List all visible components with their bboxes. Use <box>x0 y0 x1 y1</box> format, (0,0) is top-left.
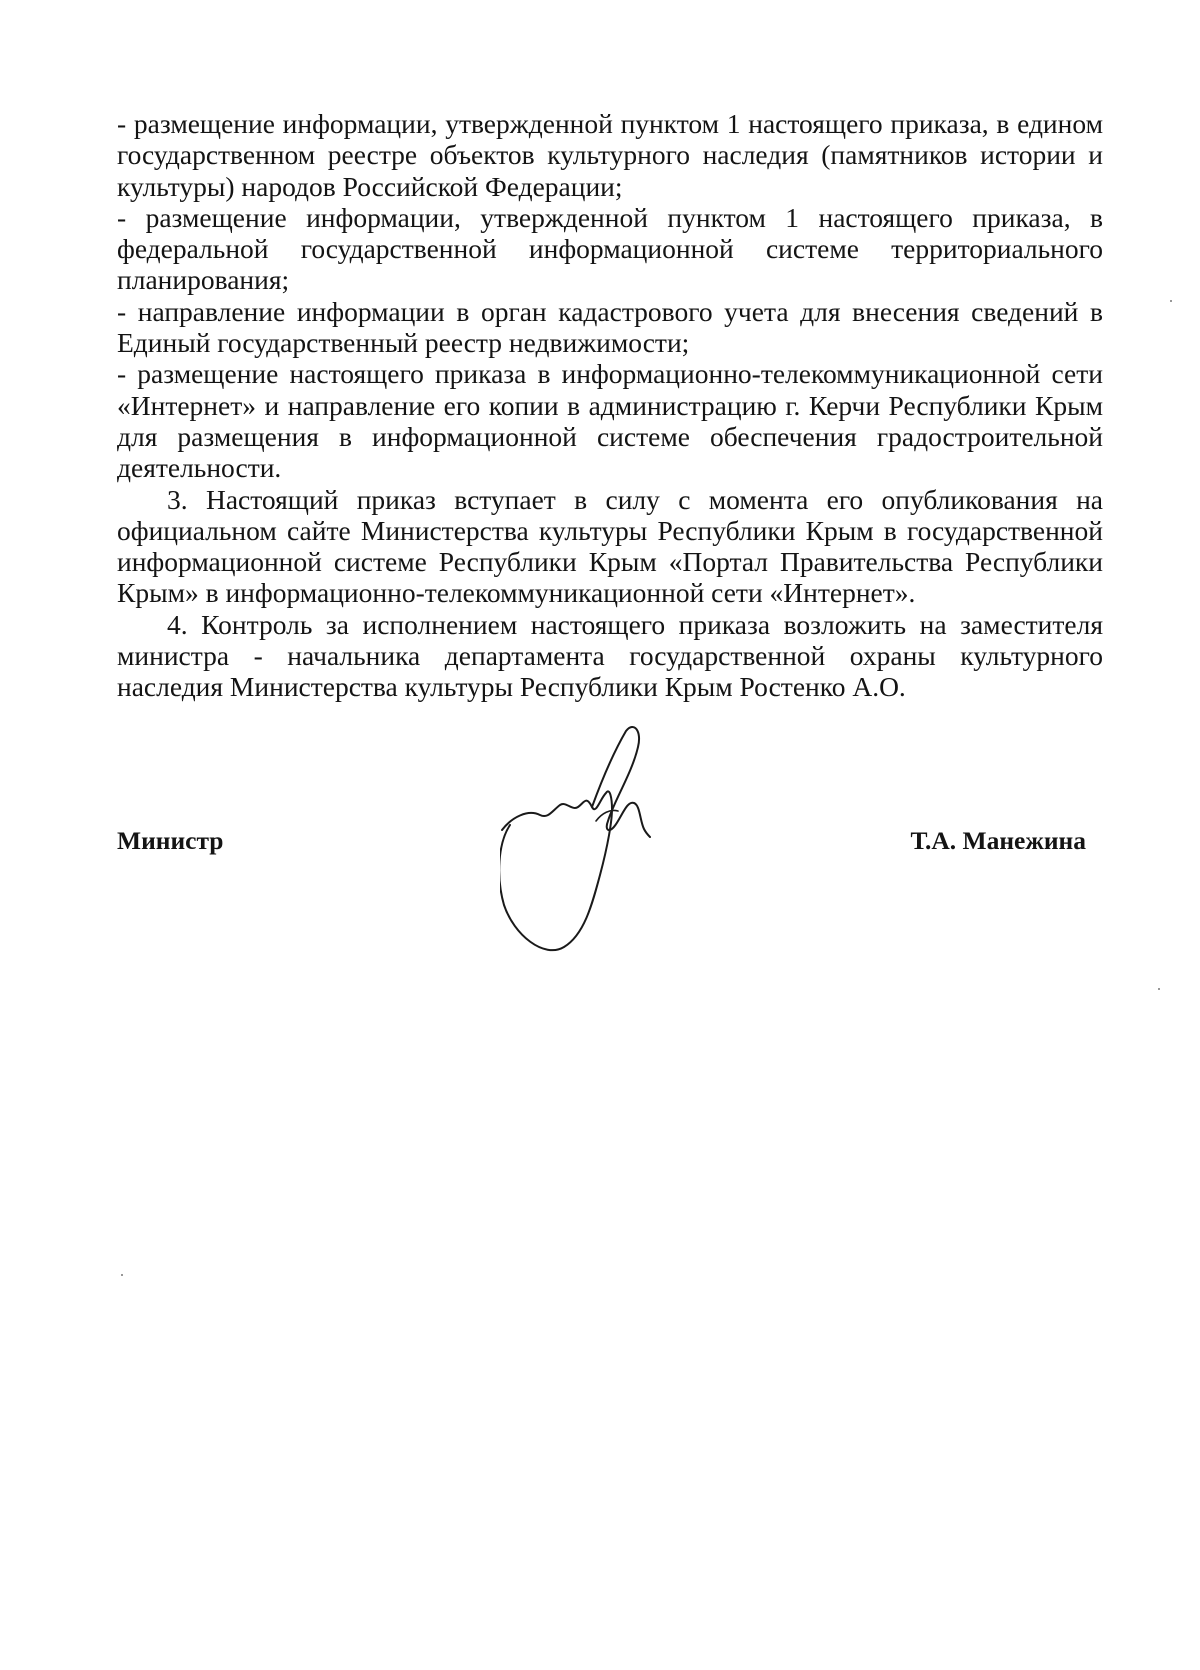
scan-speck <box>1158 988 1160 990</box>
scan-speck <box>121 1274 123 1276</box>
handwritten-signature <box>500 725 710 975</box>
document-body <box>117 108 1103 703</box>
paragraph-cadastral: - направление информации в орган кадастрового учета для внесения сведений в Единый государственный реестр недвижимости; <box>117 295 1103 359</box>
paragraph-item-3: 3. Настоящий приказ вступает в силу с момента его опубликования на официальном сайте Министерства культуры Республики Крым в государственной информационной системе Республики Крым «Портал Правительства Республики Крым» в информационно-телекоммуникационной сети «Интернет». <box>117 483 1103 609</box>
paragraph-internet: - размещение настоящего приказа в информационно-телекоммуникационной сети «Интернет» и направление его копии в администрацию г. Керчи Республики Крым для размещения в информационной системе обеспечения градостроительной деятельности. <box>117 358 1103 484</box>
signer-title: Министр <box>117 826 224 855</box>
scan-speck <box>1170 300 1172 302</box>
signer-name: Т.А. Манежина <box>910 826 1086 855</box>
paragraph-federal-system: - размещение информации, утвержденной пунктом 1 настоящего приказа, в федеральной государственной информационной системе территориального планирования; <box>117 201 1103 296</box>
paragraph-registry: - размещение информации, утвержденной пунктом 1 настоящего приказа, в едином государственном реестре объектов культурного наследия (памятников истории и культуры) народов Российской Федерации; <box>117 108 1103 202</box>
paragraph-item-4: 4. Контроль за исполнением настоящего приказа возложить на заместителя министра - начальника департамента государственной охраны культурного наследия Министерства культуры Республики Крым Ростенко А.О. <box>117 608 1103 703</box>
